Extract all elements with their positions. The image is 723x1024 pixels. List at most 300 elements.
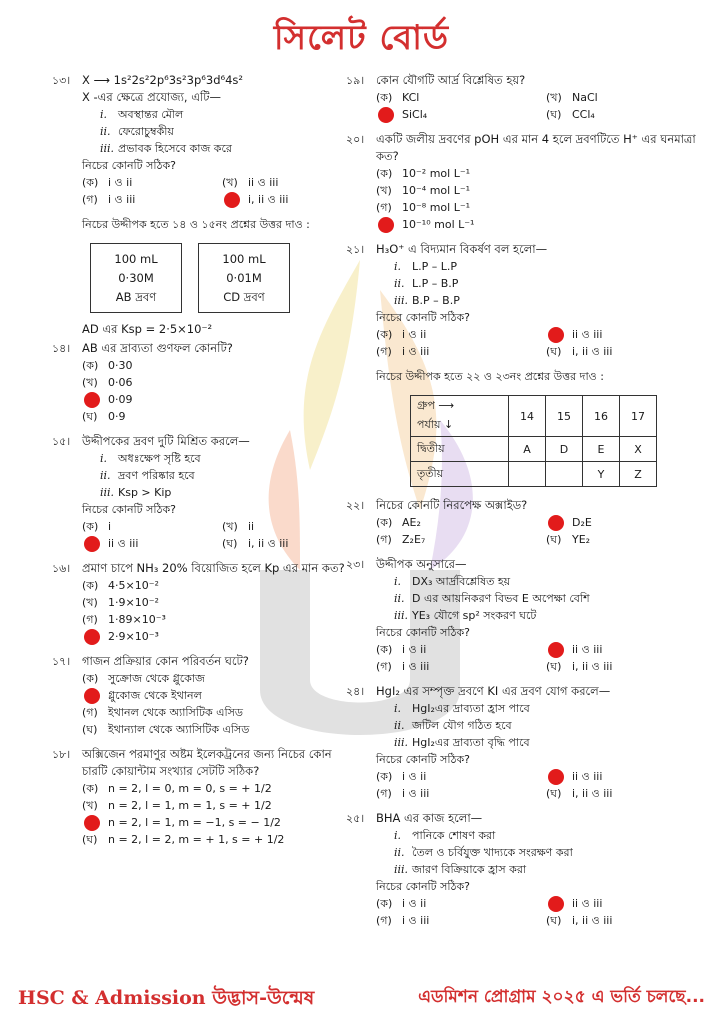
answer-mark-icon	[378, 217, 394, 233]
answer-mark-icon	[84, 536, 100, 552]
statement-text: L.P – B.P	[412, 277, 459, 290]
statement-numeral: ii.	[100, 469, 111, 482]
option	[82, 628, 352, 645]
option-label: (ঘ)	[546, 108, 562, 121]
statement-text: পানিকে শোষণ করা	[412, 829, 496, 842]
statement	[82, 484, 352, 501]
option	[82, 191, 212, 208]
element-cell: X	[620, 437, 657, 462]
question-ask: নিচের কোনটি সঠিক?	[82, 159, 176, 172]
option-text: ii ও iii	[572, 328, 603, 341]
option-text: 0·09	[108, 393, 133, 406]
question-stem: H₃O⁺ এ বিদ্যমান বিকর্ষণ বল হলো—	[376, 242, 548, 256]
question	[346, 131, 706, 233]
option-label: (ঘ)	[82, 410, 98, 423]
option	[222, 518, 352, 535]
option-text: 0·30	[108, 359, 133, 372]
option-text: i, ii ও iii	[572, 660, 613, 673]
statement-numeral: i.	[394, 829, 402, 842]
element-cell	[546, 462, 583, 487]
options	[82, 518, 352, 552]
option-text: ইথান্যাল থেকে অ্যাসিটিক এসিড	[108, 723, 250, 736]
question	[346, 72, 706, 123]
statement-numeral: iii.	[394, 294, 409, 307]
option-text: 10⁻⁸ mol L⁻¹	[402, 201, 471, 214]
option-text: 10⁻⁴ mol L⁻¹	[402, 184, 471, 197]
statement-numeral: iii.	[394, 609, 409, 622]
right-column	[346, 72, 706, 937]
option-label: (খ)	[222, 520, 238, 533]
footer-admission: এডমিশন প্রোগ্রাম ২০২৫ এ ভর্তি চলছে...	[418, 987, 705, 1007]
option-text: i ও ii	[402, 897, 427, 910]
question-stem: নিচের কোনটি নিরপেক্ষ অক্সাইড?	[376, 498, 528, 512]
question-number: ১৫।	[52, 435, 71, 448]
option-text: n = 2, l = 0, m = 0, s = + 1/2	[108, 782, 272, 795]
option-text: ii ও iii	[248, 176, 279, 189]
answer-mark-icon	[84, 629, 100, 645]
option-text: i, ii ও iii	[572, 914, 613, 927]
statement-text: জারণ বিক্রিয়াকে হ্রাস করা	[412, 863, 527, 876]
option	[376, 216, 706, 233]
option-text: i, ii ও iii	[572, 787, 613, 800]
question-ask: নিচের কোনটি সঠিক?	[376, 880, 470, 893]
option-label: (ঘ)	[546, 533, 562, 546]
options	[82, 174, 352, 208]
option-text: ii ও iii	[108, 537, 139, 550]
period-name: দ্বিতীয়	[411, 437, 509, 462]
statement-text: HgI₂এর দ্রাব্যতা হ্রাস পাবে	[412, 702, 530, 715]
options	[376, 768, 706, 802]
option-label: (ক)	[376, 770, 393, 783]
option-text: i ও ii	[402, 770, 427, 783]
option-label: (ক)	[376, 91, 393, 104]
option-label: (ঘ)	[546, 345, 562, 358]
option-text: KCl	[402, 91, 420, 104]
element-cell: Y	[583, 462, 620, 487]
option-label: (ঘ)	[546, 660, 562, 673]
option-label: (ঘ)	[546, 787, 562, 800]
statement	[376, 607, 706, 624]
answer-mark-icon	[548, 896, 564, 912]
option-text: i ও iii	[402, 787, 430, 800]
option-text: i, ii ও iii	[248, 537, 289, 550]
option	[82, 357, 352, 374]
question-number: ১৩।	[52, 74, 71, 87]
element-cell	[509, 462, 546, 487]
statement	[82, 450, 352, 467]
statement-text: L.P – L.P	[412, 260, 458, 273]
option	[82, 391, 352, 408]
statement-numeral: ii.	[394, 846, 405, 859]
option	[82, 670, 352, 687]
table-row	[411, 462, 657, 487]
option-label: (ক)	[82, 782, 99, 795]
period-name: তৃতীয়	[411, 462, 509, 487]
question-number: ১৭।	[52, 655, 71, 668]
statement-numeral: ii.	[394, 719, 405, 732]
option-text: i ও ii	[108, 176, 133, 189]
option-label: (খ)	[222, 176, 238, 189]
option-label: (খ)	[376, 184, 392, 197]
option-text: i	[108, 520, 112, 533]
question-number: ১৪।	[52, 342, 71, 355]
group-number: 15	[546, 396, 583, 437]
option-label: (ক)	[82, 672, 99, 685]
option	[82, 831, 352, 848]
option	[546, 768, 706, 785]
statement-text: ফেরোচুম্বকীয়	[118, 125, 174, 138]
question-stem: উদ্দীপক অনুসারে—	[376, 557, 467, 571]
stimulus-line: 0·01M	[226, 271, 262, 285]
option-text: i ও ii	[402, 643, 427, 656]
option-label: (গ)	[376, 345, 392, 358]
question-stem: AB এর দ্রাব্যতা গুণফল কোনটি?	[82, 341, 233, 355]
statement-text: দ্রবণ পরিষ্কার হবে	[118, 469, 195, 482]
stimulus-line: 100 mL	[114, 252, 158, 266]
question-number: ১৮।	[52, 748, 71, 761]
question	[52, 746, 352, 848]
question	[346, 810, 706, 929]
statement-numeral: iii.	[394, 736, 409, 749]
option	[546, 641, 706, 658]
statement-text: তৈল ও চর্বিযুক্ত খাদ্যকে সংরক্ষণ করা	[412, 846, 573, 859]
option-label: (ক)	[376, 328, 393, 341]
stimulus-box	[198, 243, 290, 313]
option	[82, 408, 352, 425]
stimulus-line: AB দ্রবণ	[115, 290, 157, 304]
statement-numeral: iii.	[394, 863, 409, 876]
question	[52, 340, 352, 425]
option	[82, 814, 352, 831]
element-cell: E	[583, 437, 620, 462]
question-number: ১৯।	[346, 74, 365, 87]
option-text: AE₂	[402, 516, 421, 529]
question-stem: প্রমাণ চাপে NH₃ 20% বিয়োজিত হলে Kp এর মান কত?	[82, 561, 345, 575]
option-text: Z₂E₇	[402, 533, 426, 546]
statement	[376, 717, 706, 734]
option-text: n = 2, l = 2, m = + 1, s = + 1/2	[108, 833, 285, 846]
option-label: (গ)	[376, 660, 392, 673]
option-text: ii ও iii	[572, 897, 603, 910]
question-stem: উদ্দীপকের দ্রবণ দুটি মিশ্রিত করলে—	[82, 434, 250, 448]
period-group-table	[410, 395, 657, 487]
question-number: ২৫।	[346, 812, 365, 825]
question	[52, 560, 352, 645]
statement-numeral: i.	[394, 575, 402, 588]
statement	[376, 861, 706, 878]
ksp-statement: AD এর Ksp = 2·5×10⁻²	[82, 322, 213, 336]
statement	[82, 106, 352, 123]
statement-text: প্রভাবক হিসেবে কাজ করে	[118, 142, 232, 155]
option	[376, 912, 536, 929]
option	[222, 535, 352, 552]
corner-group-label: গ্রুপ ⟶	[417, 399, 455, 412]
statement	[376, 827, 706, 844]
option	[82, 174, 212, 191]
statement	[376, 573, 706, 590]
statement-numeral: i.	[394, 702, 402, 715]
option	[546, 89, 706, 106]
statement-text: Ksp > Kip	[118, 486, 172, 499]
option-text: n = 2, l = 1, m = 1, s = + 1/2	[108, 799, 272, 812]
group-number: 14	[509, 396, 546, 437]
question-number: ২৩।	[346, 558, 365, 571]
option-text: i ও iii	[402, 660, 430, 673]
option	[546, 343, 706, 360]
option-label: (গ)	[376, 914, 392, 927]
option-label: (ক)	[376, 516, 393, 529]
answer-mark-icon	[548, 515, 564, 531]
question-ask: নিচের কোনটি সঠিক?	[376, 753, 470, 766]
option-text: 1·89×10⁻³	[108, 613, 166, 626]
question-number: ২১।	[346, 243, 365, 256]
statement	[376, 292, 706, 309]
option	[222, 174, 352, 191]
option	[546, 326, 706, 343]
element-cell: A	[509, 437, 546, 462]
option	[82, 594, 352, 611]
option-label: (ক)	[82, 579, 99, 592]
option-text: i, ii ও iii	[572, 345, 613, 358]
option	[222, 191, 352, 208]
option	[82, 704, 352, 721]
option	[376, 326, 536, 343]
question	[52, 433, 352, 552]
option-text: i ও iii	[402, 914, 430, 927]
option	[546, 106, 706, 123]
statement	[376, 844, 706, 861]
option-text: 4·5×10⁻²	[108, 579, 159, 592]
option	[82, 687, 352, 704]
option	[376, 895, 536, 912]
statement	[376, 258, 706, 275]
answer-mark-icon	[378, 107, 394, 123]
option-label: (খ)	[546, 91, 562, 104]
option-label: (গ)	[376, 787, 392, 800]
question	[52, 653, 352, 738]
option-text: 10⁻² mol L⁻¹	[402, 167, 471, 180]
element-cell: Z	[620, 462, 657, 487]
option-text: ii	[248, 520, 255, 533]
option	[546, 785, 706, 802]
option-text: ইথানল থেকে অ্যাসিটিক এসিড	[108, 706, 244, 719]
option-label: (গ)	[376, 533, 392, 546]
option-label: (খ)	[82, 799, 98, 812]
statement-numeral: ii.	[100, 125, 111, 138]
option	[376, 165, 706, 182]
options	[376, 895, 706, 929]
option-label: (ঘ)	[82, 723, 98, 736]
stimulus-line: CD দ্রবণ	[223, 290, 265, 304]
option-label: (ক)	[82, 359, 99, 372]
answer-mark-icon	[84, 392, 100, 408]
left-column	[52, 72, 352, 856]
question-stem-line: X -এর ক্ষেত্রে প্রযোজ্য, এটি—	[82, 90, 222, 104]
option	[82, 535, 212, 552]
option	[376, 531, 536, 548]
stimulus-instruction: নিচের উদ্দীপক হতে ১৪ ও ১৫নং প্রশ্নের উত্তর দাও :	[82, 218, 310, 231]
footer-brand: HSC & Admission উদ্ভাস-উন্মেষ	[18, 987, 315, 1009]
option-text: ii ও iii	[572, 770, 603, 783]
table-corner	[411, 396, 509, 437]
option	[546, 895, 706, 912]
statement-text: YE₃ যৌগে sp² সংকরণ ঘটে	[412, 609, 537, 622]
statement-text: B.P – B.P	[412, 294, 460, 307]
question-stem: HgI₂ এর সম্পৃক্ত দ্রবণে KI এর দ্রবণ যোগ করলে—	[376, 684, 611, 698]
option-label: (খ)	[82, 376, 98, 389]
option	[376, 514, 536, 531]
option-label: (গ)	[376, 201, 392, 214]
question	[346, 683, 706, 802]
option-label: (গ)	[82, 193, 98, 206]
footer	[0, 982, 723, 1012]
option	[376, 785, 536, 802]
option-label: (ক)	[376, 897, 393, 910]
question-number: ২৪।	[346, 685, 365, 698]
element-cell: D	[546, 437, 583, 462]
page-title: সিলেট বোর্ড	[273, 18, 450, 58]
statement	[376, 590, 706, 607]
statement-numeral: ii.	[394, 592, 405, 605]
stimulus-line: 0·30M	[118, 271, 154, 285]
options	[82, 577, 352, 645]
option-text: i ও iii	[402, 345, 430, 358]
options	[376, 89, 706, 123]
stimulus-box	[90, 243, 182, 313]
option	[82, 577, 352, 594]
statement-text: অধঃক্ষেপ সৃষ্টি হবে	[118, 452, 201, 465]
group-number: 16	[583, 396, 620, 437]
option	[546, 912, 706, 929]
question	[52, 72, 352, 208]
statement-numeral: ii.	[394, 277, 405, 290]
statement	[376, 734, 706, 751]
options	[376, 326, 706, 360]
option	[546, 658, 706, 675]
option-label: (গ)	[82, 613, 98, 626]
option-text: YE₂	[572, 533, 591, 546]
options	[82, 357, 352, 425]
option	[82, 518, 212, 535]
answer-mark-icon	[548, 769, 564, 785]
statement-numeral: iii.	[100, 486, 115, 499]
option-text: n = 2, l = 1, m = −1, s = − 1/2	[108, 816, 281, 829]
statement-numeral: i.	[100, 108, 108, 121]
statement-numeral: i.	[394, 260, 402, 273]
option	[546, 531, 706, 548]
statement-text: DX₃ আর্দ্রবিশ্লেষিত হয়	[412, 575, 511, 588]
statement-text: HgI₂এর দ্রাব্যতা বৃদ্ধি পাবে	[412, 736, 530, 749]
question-number: ১৬।	[52, 562, 71, 575]
corner-period-label: পর্যায় ↓	[417, 418, 454, 431]
options	[376, 641, 706, 675]
option-text: i, ii ও iii	[248, 193, 289, 206]
question-stem: কোন যৌগটি আর্দ্র বিশ্লেষিত হয়?	[376, 73, 526, 87]
option-text: 0·06	[108, 376, 133, 389]
option	[82, 780, 352, 797]
question-stem: অক্সিজেন পরমাণুর অষ্টম ইলেকট্রনের জন্য নিচের কোন চারটি কোয়ান্টাম সংখ্যার সেটটি সঠিক?	[82, 747, 332, 778]
question-stem: একটি জলীয় দ্রবণের pOH এর মান 4 হলে দ্রবণটিতে H⁺ এর ঘনমাত্রা কত?	[376, 132, 696, 163]
option	[376, 89, 536, 106]
option-text: i ও iii	[108, 193, 136, 206]
option-text: 2·9×10⁻³	[108, 630, 159, 643]
option	[546, 514, 706, 531]
question-stem: BHA এর কাজ হলো—	[376, 811, 483, 825]
option-text: ii ও iii	[572, 643, 603, 656]
option	[82, 611, 352, 628]
statement-numeral: i.	[100, 452, 108, 465]
option-label: (ঘ)	[222, 537, 238, 550]
option-label: (খ)	[82, 596, 98, 609]
options	[82, 670, 352, 738]
statement	[82, 140, 352, 157]
option-text: i ও ii	[402, 328, 427, 341]
answer-mark-icon	[84, 688, 100, 704]
statement	[376, 700, 706, 717]
group-number: 17	[620, 396, 657, 437]
statement	[82, 123, 352, 140]
answer-mark-icon	[84, 815, 100, 831]
question-number: ২২।	[346, 499, 365, 512]
option	[376, 768, 536, 785]
question	[346, 497, 706, 548]
table-header-row	[411, 396, 657, 437]
statement-text: অবস্থান্তর মৌল	[118, 108, 184, 121]
statement-numeral: iii.	[100, 142, 115, 155]
option-text: সুক্রোজ থেকে গ্লুকোজ	[108, 672, 205, 685]
option-label: (ঘ)	[546, 914, 562, 927]
answer-mark-icon	[224, 192, 240, 208]
question	[346, 556, 706, 675]
stimulus-line: 100 mL	[222, 252, 266, 266]
question-number: ২০।	[346, 133, 365, 146]
statement-text: D এর আয়নিকরণ বিভব E অপেক্ষা বেশি	[412, 592, 590, 605]
option	[376, 182, 706, 199]
question-stem: গাজন প্রক্রিয়ার কোন পরিবর্তন ঘটে?	[82, 654, 249, 668]
question-ask: নিচের কোনটি সঠিক?	[376, 626, 470, 639]
question-ask: নিচের কোনটি সঠিক?	[376, 311, 470, 324]
option	[376, 641, 536, 658]
option-label: (গ)	[82, 706, 98, 719]
options	[82, 780, 352, 848]
option	[376, 658, 536, 675]
option	[82, 797, 352, 814]
question	[346, 241, 706, 360]
option	[376, 106, 536, 123]
option-text: 1·9×10⁻²	[108, 596, 159, 609]
stimulus-instruction: নিচের উদ্দীপক হতে ২২ ও ২৩নং প্রশ্নের উত্তর দাও :	[376, 370, 604, 383]
option-label: (ক)	[82, 176, 99, 189]
option-label: (ঘ)	[82, 833, 98, 846]
option-text: D₂E	[572, 516, 592, 529]
answer-mark-icon	[548, 327, 564, 343]
option	[376, 343, 536, 360]
option-label: (ক)	[82, 520, 99, 533]
question-ask: নিচের কোনটি সঠিক?	[82, 503, 176, 516]
option	[82, 721, 352, 738]
option-label: (ক)	[376, 167, 393, 180]
option	[82, 374, 352, 391]
option-text: SiCl₄	[402, 108, 428, 121]
stimulus-boxes	[90, 243, 352, 313]
option-text: গ্লুকোজ থেকে ইথানল	[108, 689, 202, 702]
option-text: 0·9	[108, 410, 126, 423]
option-label: (ক)	[376, 643, 393, 656]
options	[376, 165, 706, 233]
option-text: 10⁻¹⁰ mol L⁻¹	[402, 218, 475, 231]
question-stem: X ⟶ 1s²2s²2p⁶3s²3p⁶3d⁶4s²	[82, 73, 244, 87]
statement	[376, 275, 706, 292]
